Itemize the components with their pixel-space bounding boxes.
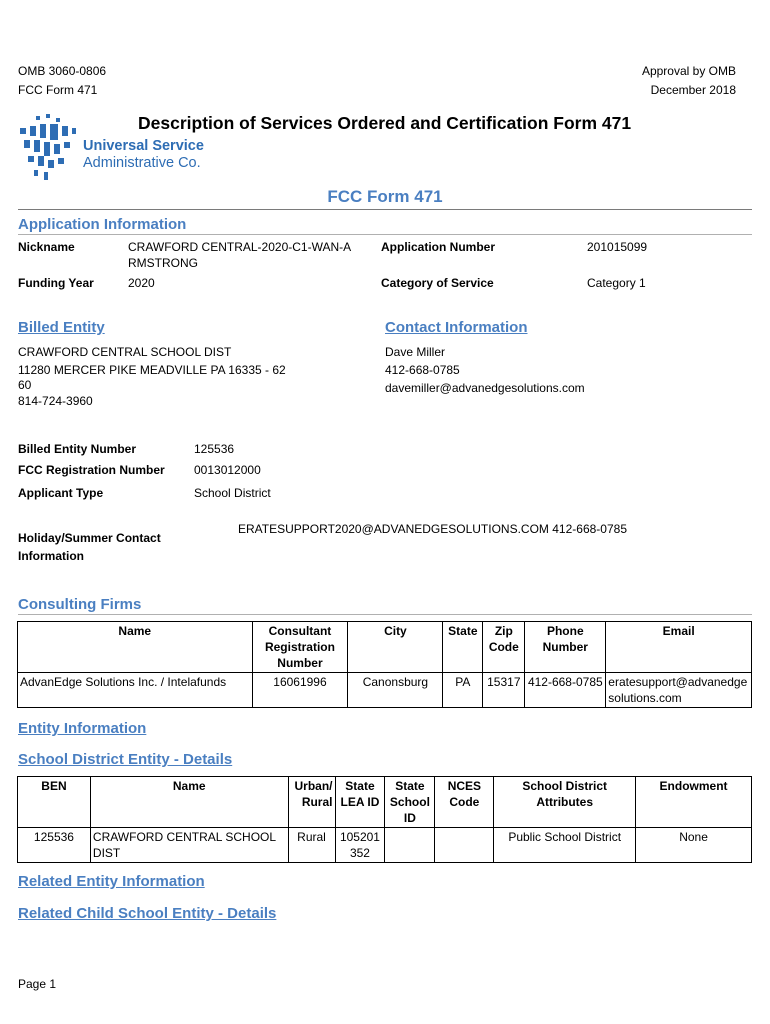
omb-approval: Approval by OMB (641, 64, 736, 78)
col-header: Urban/ Rural (288, 777, 335, 828)
logo-line-1: Universal Service (83, 138, 204, 154)
holiday-contact-label-2: Information (18, 549, 84, 563)
funding-year: 2020 (128, 276, 155, 290)
fcc-registration-label: FCC Registration Number (18, 463, 165, 477)
col-header: State (443, 622, 483, 673)
entity-urban-rural: Rural (288, 828, 335, 863)
table-row (18, 828, 752, 863)
category-of-service: Category 1 (587, 276, 646, 290)
table-header-row (18, 622, 752, 673)
consultant-city: Canonsburg (348, 673, 443, 708)
consultant-email: eratesupport@advanedgesolutions.com (606, 673, 752, 708)
title-divider (18, 209, 752, 210)
billed-entity-address-2: 60 (18, 378, 32, 392)
nickname-line-2: RMSTRONG (128, 256, 198, 270)
entity-state-lea-id: 105201352 (335, 828, 385, 863)
col-header: Zip Code (483, 622, 525, 673)
applicant-type: School District (194, 486, 271, 500)
entity-information-heading: Entity Information (18, 720, 147, 737)
omb-number: OMB 3060-0806 (18, 64, 107, 78)
nickname-line-1: CRAWFORD CENTRAL-2020-C1-WAN-A (128, 240, 352, 254)
application-number: 201015099 (587, 240, 648, 254)
category-label: Category of Service (381, 276, 494, 290)
table-header-row (18, 777, 752, 828)
omb-date: December 2018 (650, 83, 736, 97)
consultant-reg-number: 16061996 (252, 673, 348, 708)
logo-line-2: Administrative Co. (83, 155, 201, 171)
school-district-table (17, 776, 752, 863)
holiday-contact-label-1: Holiday/Summer Contact (18, 531, 161, 545)
entity-nces-code (435, 828, 494, 863)
school-district-heading: School District Entity - Details (18, 751, 233, 768)
col-header: Phone Number (525, 622, 606, 673)
col-header: State School ID (385, 777, 435, 828)
entity-ben: 125536 (18, 828, 91, 863)
consulting-firms-heading: Consulting Firms (18, 596, 142, 613)
col-header: Consultant Registration Number (252, 622, 348, 673)
col-header: Name (90, 777, 288, 828)
entity-endowment: None (636, 828, 752, 863)
billed-entity-address-1: 11280 MERCER PIKE MEADVILLE PA 16335 - 62 (18, 363, 286, 377)
contact-phone: 412-668-0785 (385, 363, 460, 377)
col-header: School District Attributes (494, 777, 636, 828)
billed-entity-phone: 814-724-3960 (18, 394, 93, 408)
application-divider (18, 234, 752, 235)
col-header: State LEA ID (335, 777, 385, 828)
consulting-divider (18, 614, 752, 615)
contact-email: davemiller@advanedgesolutions.com (385, 381, 585, 395)
consultant-state: PA (443, 673, 483, 708)
application-number-label: Application Number (381, 240, 496, 254)
col-header: City (348, 622, 443, 673)
nickname-label: Nickname (18, 240, 75, 254)
billed-entity-name: CRAWFORD CENTRAL SCHOOL DIST (18, 345, 232, 359)
consultant-zip: 15317 (483, 673, 525, 708)
form-title: FCC Form 471 (327, 187, 443, 206)
col-header: Name (18, 622, 253, 673)
funding-year-label: Funding Year (18, 276, 94, 290)
fcc-registration-number: 0013012000 (194, 463, 261, 477)
page-number: Page 1 (18, 977, 57, 991)
billed-entity-number: 125536 (194, 442, 235, 456)
table-row (18, 673, 752, 708)
col-header: NCES Code (435, 777, 494, 828)
related-entity-heading: Related Entity Information (18, 873, 205, 890)
holiday-contact-value: ERATESUPPORT2020@ADVANEDGESOLUTIONS.COM 412-668-0785 (238, 522, 627, 536)
application-information-heading: Application Information (18, 216, 187, 233)
entity-state-school-id (385, 828, 435, 863)
contact-name: Dave Miller (385, 345, 446, 359)
consulting-firms-table (17, 621, 752, 708)
related-child-school-heading: Related Child School Entity - Details (18, 905, 277, 922)
entity-attributes: Public School District (494, 828, 636, 863)
col-header: Email (606, 622, 752, 673)
consultant-phone: 412-668-0785 (525, 673, 606, 708)
usac-logo-icon (16, 112, 80, 184)
document-title: Description of Services Ordered and Certification Form 471 (138, 113, 632, 133)
consultant-name: AdvanEdge Solutions Inc. / Intelafunds (18, 673, 253, 708)
billed-entity-number-label: Billed Entity Number (18, 442, 137, 456)
col-header: Endowment (636, 777, 752, 828)
billed-entity-heading: Billed Entity (18, 319, 105, 336)
applicant-type-label: Applicant Type (18, 486, 104, 500)
entity-name: CRAWFORD CENTRAL SCHOOL DIST (90, 828, 288, 863)
form-label: FCC Form 471 (18, 83, 98, 97)
col-header: BEN (18, 777, 91, 828)
contact-information-heading: Contact Information (385, 319, 528, 336)
